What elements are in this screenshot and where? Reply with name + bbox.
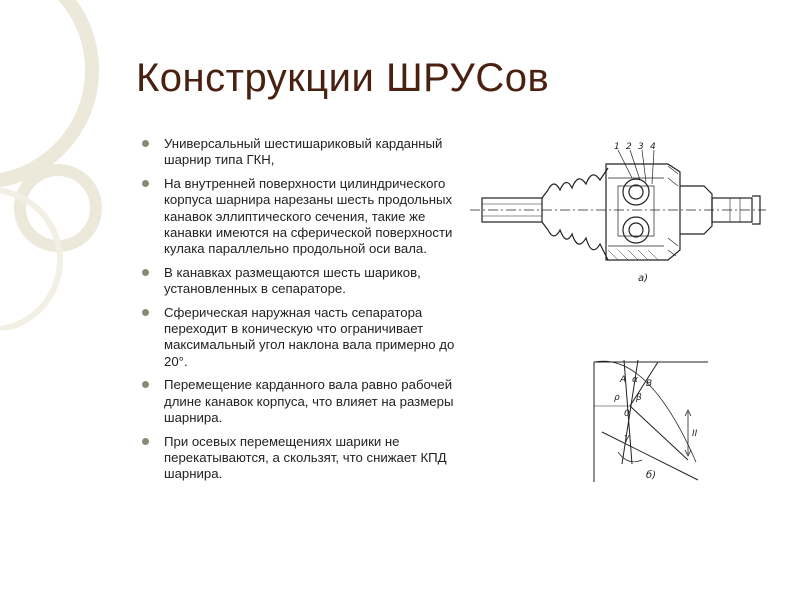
bullet-list: [140, 136, 460, 490]
bullet-dot-icon: [142, 381, 149, 388]
figure-b-label: б): [646, 470, 657, 481]
bullet-dot-icon: [142, 269, 149, 276]
bullet-item: [140, 377, 460, 426]
label-alpha: α: [632, 375, 638, 385]
bullet-dot-icon: [142, 180, 149, 187]
bullet-text: Перемещение карданного вала равно рабочей длине канавок корпуса, что влияет на размеры шарнира.: [164, 377, 454, 426]
bullet-item: [140, 176, 460, 258]
label-rho: ρ: [614, 393, 620, 403]
cv-joint-section-drawing: [468, 138, 768, 288]
bullet-text: В канавках размещаются шесть шариков, установленных в сепараторе.: [164, 264, 421, 297]
bullet-text: Сферическая наружная часть сепаратора переходит в коническую что ограничивает максимальный угол наклона вала примерно до 20°.: [164, 304, 455, 369]
slide-title: Конструкции ШРУСов: [136, 56, 550, 100]
label-B: B: [646, 379, 653, 389]
bullet-dot-icon: [142, 140, 149, 147]
bullet-item: [140, 434, 460, 483]
callout-1: 1: [614, 142, 620, 152]
label-O: 0: [624, 409, 630, 419]
label-beta: β: [636, 393, 642, 403]
bullet-dot-icon: [142, 438, 149, 445]
bullet-item: [140, 265, 460, 298]
figure-a-label: а): [638, 273, 649, 284]
bullet-item: [140, 305, 460, 371]
callout-2: 2: [626, 142, 632, 152]
label-A: A: [620, 375, 627, 385]
bullet-text: Универсальный шестишариковый карданный шарнир типа ГКН,: [164, 136, 443, 168]
decorative-circles-icon: [0, 0, 130, 330]
bullet-item: [140, 136, 460, 169]
callout-4: 4: [650, 142, 656, 152]
bullet-text: На внутренней поверхности цилиндрического корпуса шарнира нарезаны шесть продольных канавок эллиптического сечения, такие же канавки имеются на сферической поверхности кулака параллельно продольной оси вала.: [164, 175, 453, 257]
joint-geometry-diagram: [588, 342, 713, 492]
label-gamma: γ: [624, 433, 630, 443]
callout-3: 3: [638, 142, 644, 152]
bullet-dot-icon: [142, 309, 149, 316]
label-roman-2: II: [692, 429, 698, 439]
bullet-text: При осевых перемещениях шарики не перекатываются, а скользят, что снижает КПД шарнира.: [164, 433, 447, 482]
